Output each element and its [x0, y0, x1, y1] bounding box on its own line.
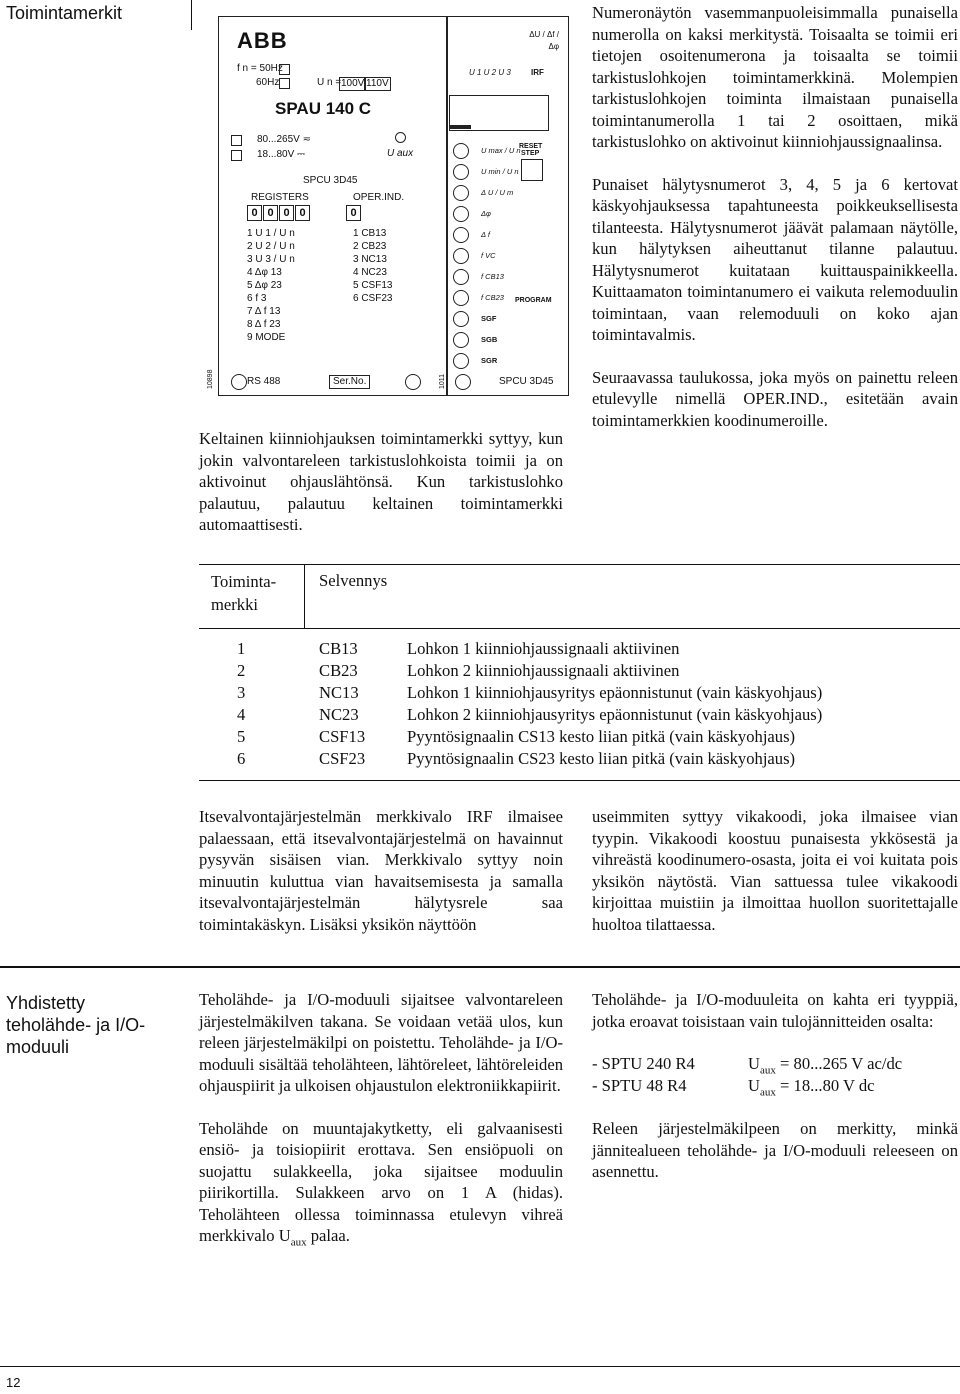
panel-divider: [446, 17, 448, 395]
registers-label: REGISTERS: [251, 192, 309, 203]
psu-value: = 18...80 V dc: [775, 1076, 875, 1095]
table-row-num: 5: [237, 727, 246, 746]
psu-value: = 80...265 V ac/dc: [775, 1054, 903, 1073]
setting-knob[interactable]: [453, 227, 469, 243]
table-header-divider: [304, 564, 305, 628]
psu-u-sub: aux: [759, 1064, 776, 1077]
range-18-box: [231, 150, 242, 161]
paragraph: Teholähde- ja I/O-moduuleita on kahta eri tyyppiä, jotka eroavat toisistaan vain tulojännitteiden osalta:: [592, 990, 958, 1031]
register-item: 9 MODE: [247, 332, 286, 343]
register-digit: 0: [247, 205, 262, 221]
table-row-num: 3: [237, 683, 246, 702]
module-right-label: SPCU 3D45: [499, 376, 554, 387]
table-row-num: 6: [237, 749, 246, 768]
heading-divider: [191, 0, 192, 30]
oper-ind-item: 1 CB13: [353, 228, 387, 239]
setting-knob[interactable]: [453, 332, 469, 348]
fn-50-box: [279, 64, 290, 75]
right-item: f CB13: [481, 272, 504, 281]
module-left-label: SPCU 3D45: [303, 175, 358, 186]
section-heading-toimintamerkit: Toimintamerkit: [6, 3, 123, 23]
psu-left-column: [199, 989, 563, 1275]
reset-label: RESET: [519, 143, 543, 150]
register-item: 8 Δ f 23: [247, 319, 281, 330]
psu-type-name: - SPTU 48 R4: [592, 1076, 687, 1095]
delta-labels: ΔU / Δf / Δφ: [529, 30, 559, 51]
below-panel-paragraph: Keltainen kiinniohjauksen toimintamerkki syttyy, kun jokin valvontareleen tarkistuslohkoista toimii ja on aktivoinut ohjauslähtönsä. Kun tarkistuslohko palautuu, palautuu keltainen toimintamerkki automaattisesti.: [199, 429, 563, 534]
oper-ind-item: 5 CSF13: [353, 280, 393, 291]
psu-u: U: [748, 1054, 760, 1073]
right-item: Δφ: [481, 209, 491, 218]
psu-u: U: [748, 1076, 760, 1095]
table-row-desc: Pyyntösignaalin CS23 kesto liian pitkä (vain käskyohjaus): [407, 749, 796, 768]
relay-front-panel: [207, 16, 569, 396]
oper-ind-item: 3 NC13: [353, 254, 387, 265]
table-col2-header: Selvennys: [319, 571, 388, 590]
paragraph-text: Teholähde on muuntajakytketty, eli galvaanisesti ensiö- ja toisiopiirit erottava. Sen ensiöpuoli on suojattu sulakkeella, joka sijaitsee moduulin piirikortilla. Sulakkeen arvo on 1 A (hidas). Teholähteen ollessa toiminnassa etulevyn vihreä merkkivalo U: [199, 1118, 563, 1245]
rs488-label: RS 488: [247, 376, 281, 387]
serno-label: Ser.No.: [329, 375, 370, 389]
subscript: aux: [290, 1236, 307, 1249]
table-row-desc: Lohkon 1 kiinniohjausyritys epäonnistunut (vain käskyohjaus): [407, 683, 823, 702]
table-row-code: CSF13: [319, 727, 366, 746]
right-item: U min / U n: [481, 167, 519, 176]
model-title: SPAU 140 C: [275, 99, 372, 118]
un-110-label: 110V: [366, 78, 389, 89]
register-item: 6 f 3: [247, 293, 267, 304]
table-row-code: CB13: [319, 639, 358, 658]
register-digit: 0: [263, 205, 278, 221]
section-rule: [0, 966, 960, 968]
uaux-label: U aux: [387, 148, 414, 159]
right-column-top: [592, 2, 958, 452]
oper-ind-item: 2 CB23: [353, 241, 387, 252]
rs488-connector: [231, 374, 247, 390]
setting-knob[interactable]: [453, 164, 469, 180]
oper-ind-item: 6 CSF23: [353, 293, 393, 304]
setting-knob[interactable]: [453, 143, 469, 159]
table-row-desc: Lohkon 2 kiinniohjaussignaali aktiivinen: [407, 661, 680, 680]
table-top-rule: [199, 564, 960, 565]
psu-type-row: [592, 1075, 958, 1097]
abb-logo: ABB: [237, 28, 288, 53]
code-right: 1011: [439, 373, 446, 389]
table-row-desc: Pyyntösignaalin CS13 kesto liian pitkä (vain käskyohjaus): [407, 727, 796, 746]
irf-paragraph-right: useimmiten syttyy vikakoodi, joka ilmaisee vian tyypin. Vikakoodi koostuu punaisesta ykkösestä ja vihreästä koodinumero-osasta, joita ei voi kuitata pois yksikön näytöstä. Vian sattuessa tulee vikakoodi kirjoittaa muistiin ja ilmoittaa huollon suoritettajalle huoltoa tilattaessa.: [592, 807, 958, 934]
paragraph: Numeronäytön vasemmanpuoleisimmalla punaisella numerolla on kaksi merkitystä. Toisaalta se toimii eri tietojen osoitenumerona ja toisaalta se toimii tarkistuslohkojen toimintamerkkinä. Molempien tarkistuslohkojen toiminta ilmaistaan punaisella toimintanumerolla 1 tai 2 osoittaen, mikä tarkistuslohko on aktivoinut kiinniohjaussignaalinsa.: [592, 3, 958, 151]
top-voltage-symbols: U 1 U 2 U 3: [469, 68, 511, 77]
register-digit: 0: [295, 205, 310, 221]
register-digit: 0: [279, 205, 294, 221]
module-right-screw: [455, 374, 471, 390]
setting-knob[interactable]: [453, 206, 469, 222]
right-item: SGF: [481, 314, 497, 323]
paragraph: Teholähde- ja I/O-moduuli sijaitsee valvontareleen järjestelmäkilven takana. Se voidaan vetää ulos, kun releen järjestelmäkilpi on poistettu. Teholähde- ja I/O-moduuli sisältää teholähteen, lähtöreleet, lähtöreleiden ohjauspiirit ja ulkoisen ohjaustulon elektroniikkapiirit.: [199, 990, 563, 1095]
step-label: STEP: [521, 150, 540, 157]
psu-type-name: - SPTU 240 R4: [592, 1054, 695, 1073]
psu-right-column: [592, 989, 958, 1204]
table-bottom-rule: [199, 780, 960, 781]
table-header-rule: [199, 628, 960, 629]
table-row-num: 4: [237, 705, 246, 724]
fn-60-box: [279, 78, 290, 89]
footer-rule: [0, 1366, 960, 1367]
oper-ind-digit: 0: [346, 205, 361, 221]
psu-type-value: [748, 1075, 875, 1104]
fn-label: f n = 50Hz: [237, 63, 283, 74]
table-row-desc: Lohkon 2 kiinniohjausyritys epäonnistunut (vain käskyohjaus): [407, 705, 823, 724]
table-row-num: 1: [237, 639, 246, 658]
paragraph: Seuraavassa taulukossa, joka myös on painettu releen etulevylle nimellä OPER.IND., esitetään avain toimintamerkkien koodinumeroille.: [592, 367, 958, 430]
setting-knob[interactable]: [453, 353, 469, 369]
setting-knob[interactable]: [453, 269, 469, 285]
range-80-label: 80...265V ≂: [257, 134, 311, 145]
paragraph-end: palaa.: [306, 1226, 350, 1245]
page-number: 12: [6, 1375, 21, 1390]
register-item: 3 U 3 / U n: [247, 254, 295, 265]
range-18-label: 18...80V ⎓: [257, 149, 306, 160]
register-item: 1 U 1 / U n: [247, 228, 295, 239]
right-item: U max / U n: [481, 146, 521, 155]
right-item: f VC: [481, 251, 496, 260]
register-item: 5 Δφ 23: [247, 280, 282, 291]
register-item: 7 Δ f 13: [247, 306, 281, 317]
section-heading-psu: Yhdistetty teholähde- ja I/O-moduuli: [6, 993, 146, 1057]
program-label: PROGRAM: [515, 297, 552, 304]
oper-ind-item: 4 NC23: [353, 267, 387, 278]
register-item: 2 U 2 / U n: [247, 241, 295, 252]
right-item: SGB: [481, 335, 498, 344]
right-item: Δ U / U m: [481, 188, 514, 197]
table-col1-header: Toiminta-merkki: [211, 572, 277, 614]
psu-type-row: [592, 1053, 958, 1075]
paragraph: Punaiset hälytysnumerot 3, 4, 5 ja 6 kertovat käskyohjauksessa tapahtuneesta poikkeuksellisesta tilanteesta. Hälytysnumerot jäävät palamaan näytölle, kun hälytyksen aiheuttanut tilanne palautuu. Hälytysnumerot kuitataan kuittauspainikkeella. Kuittaamaton toimintanumero ei vaikuta relemoduulin toimintaan, vaan relemoduuli on koko ajan toimintavalmis.: [592, 174, 958, 344]
right-item: SGR: [481, 356, 498, 365]
table-row-code: CSF23: [319, 749, 366, 768]
range-80-box: [231, 135, 242, 146]
psu-u-sub: aux: [759, 1086, 776, 1099]
oper-ind-label: OPER.IND.: [353, 192, 405, 203]
irf-label: IRF: [531, 68, 544, 77]
setting-knob[interactable]: [453, 185, 469, 201]
serno-screw: [405, 374, 421, 390]
un-100-label: 100V: [341, 78, 365, 89]
table-row-num: 2: [237, 661, 246, 680]
setting-knob[interactable]: [453, 248, 469, 264]
un-label: U n =: [317, 77, 342, 88]
fn-60-label: 60Hz: [256, 77, 280, 88]
table-row-code: NC23: [319, 705, 359, 724]
display-bezel: [449, 125, 471, 129]
table-row-code: CB23: [319, 661, 358, 680]
setting-knob[interactable]: [453, 290, 469, 306]
table-row-desc: Lohkon 1 kiinniohjaussignaali aktiivinen: [407, 639, 680, 658]
right-item: Δ f: [481, 230, 490, 239]
table-row-code: NC13: [319, 683, 359, 702]
register-item: 4 Δφ 13: [247, 267, 282, 278]
irf-paragraph-left: Itsevalvontajärjestelmän merkkivalo IRF ilmaisee palaessaan, että itsevalvontajärjestelmä on havainnut pysyvän sisäisen vian. Merkkivalo syttyy noin minuutin kuluttua vian havaitsemisesta ja samalla itsevalvontajärjestelmän hälytysrele saa toimintakäskyn. Lisäksi yksikön näyttöön: [199, 807, 563, 934]
uaux-led: [395, 132, 406, 143]
setting-knob[interactable]: [453, 311, 469, 327]
code-left: 10898: [207, 369, 214, 389]
paragraph: [199, 1118, 563, 1254]
paragraph: Releen järjestelmäkilpeen on merkitty, minkä jännitealueen teholähde- ja I/O-moduuli releeseen on asennettu.: [592, 1119, 958, 1181]
reset-step-button[interactable]: [521, 159, 543, 181]
right-item: f CB23: [481, 293, 504, 302]
